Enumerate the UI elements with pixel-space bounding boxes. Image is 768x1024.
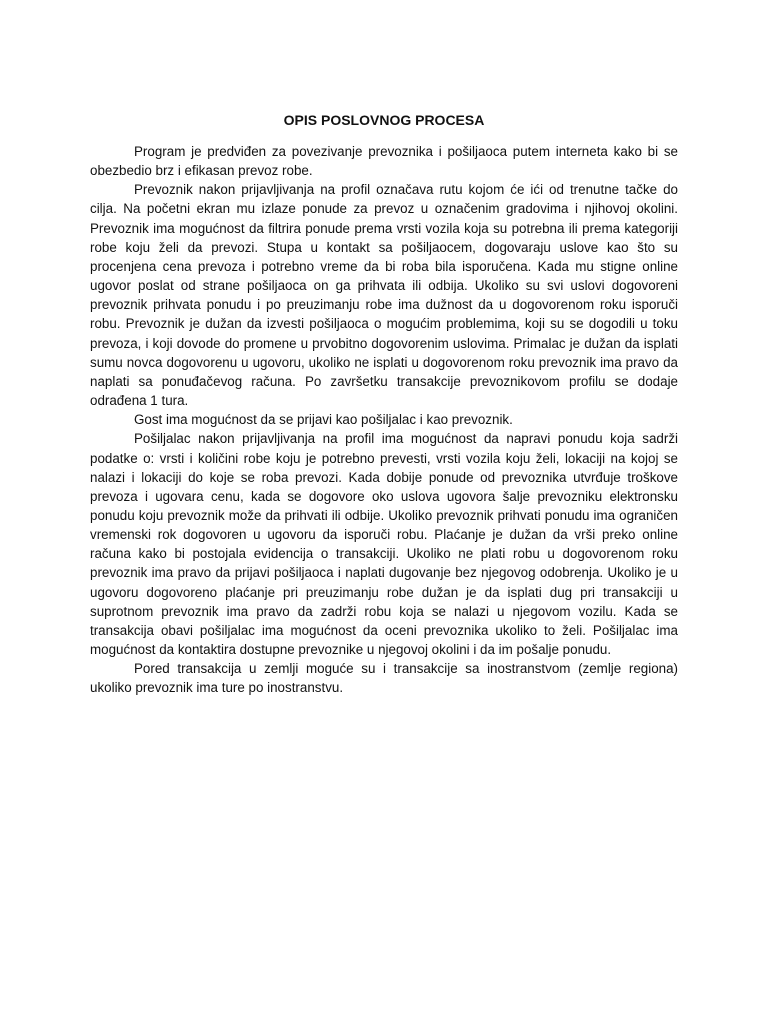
paragraph-international: Pored transakcija u zemlji moguće su i transakcije sa inostranstvom (zemlje regiona) ukoliko prevoznik ima ture po inostranstvu. [90,661,678,696]
paragraph-intro: Program je predviđen za povezivanje prevoznika i pošiljaoca putem interneta kako bi se obezbedio brz i efikasan prevoz robe. [90,144,678,179]
paragraph-carrier: Prevoznik nakon prijavljivanja na profil označava rutu kojom će ići od trenutne tačke do cilja. Na početni ekran mu izlaze ponude za prevoz u označenim gradovima i njihovoj okolini. Prevoznik ima mogućnost da filtrira ponude prema vrsti vozila koja su potrebna ili prema kategoriji robe koju želi da prevozi. Stupa u kontakt sa pošiljaocem, dogovaraju uslove kao što su procenjena cena prevoza i potrebno vreme da bi roba bila isporučena. Kada mu stigne online ugovor poslat od strane pošiljaoca on ga prihvata ili odbija. Ukoliko su svi uslovi dogovoreni prevoznik prihvata ponudu i po preuzimanju robe ima dužnost da u dogovorenom roku isporuči robu. Prevoznik je dužan da izvesti pošiljaoca o mogućim problemima, koji su se dogodili u toku prevoza, i koji dovode do promene u prvobitno dogovorenim uslovima. Primalac je dužan da isplati sumu novca dogovorenu u ugovoru, ukoliko ne isplati u dogovorenom roku prevoznik ima pravo da naplati sa ponuđačevog računa. Po završetku transakcije prevoznikovom profilu se dodaje odrađena 1 tura. [90,182,678,409]
page-title: OPIS POSLOVNOG PROCESA [283,112,485,128]
document-body [90,111,678,698]
paragraph-guest: Gost ima mogućnost da se prijavi kao pošiljalac i kao prevoznik. [134,412,513,428]
paragraph-sender: Pošiljalac nakon prijavljivanja na profil ima mogućnost da napravi ponudu koja sadrži podatke o: vrsti i količini robe koju je potrebno prevesti, vrsti vozila koju želi, lokaciji na kojoj se nalazi i lokaciji do koje se roba prevozi. Kada dobije ponude od prevoznika utvrđuje troškove prevoza i ugovara cenu, kada se dogovore oko uslova ugovora šalje prevozniku elektronsku ponudu koju prevoznik može da prihvati ili odbije. Ukoliko prevoznik prihvati ponudu ima ograničen vremenski rok dogovoren u ugovoru da isporuči robu. Plaćanje je dužan da vrši preko online računa kako bi postojala evidencija o transakciji. Ukoliko ne plati robu u dogovorenom roku prevoznik ima pravo da prijavi pošiljaoca i naplati dugovanje bez njegovog odobrenja. Ukoliko je u ugovoru dogovoreno plaćanje pri preuzimanju robe dužan je da isplati dug pri transakciji u suprotnom prevoznik ima pravo da zadrži robu koja se nalazi u njegovom vozilu. Kada se transakcija obavi pošiljalac ima mogućnost da oceni prevoznika ukoliko to želi. Pošiljalac ima mogućnost da kontaktira dostupne prevoznike u njegovoj okolini i da im pošalje ponudu. [90,431,678,658]
